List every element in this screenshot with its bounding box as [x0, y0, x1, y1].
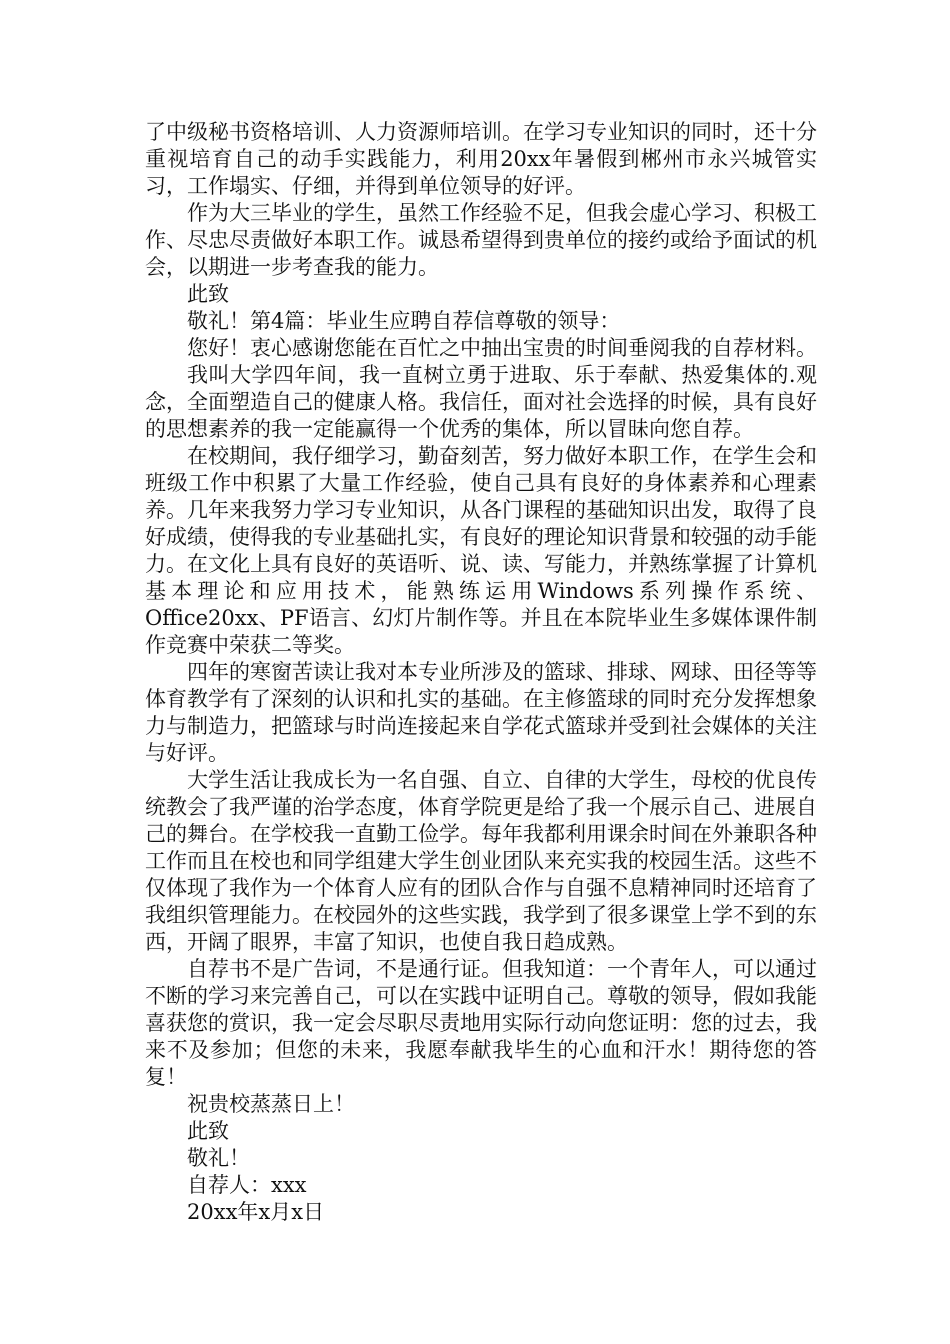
paragraph-1: 了中级秘书资格培训、人力资源师培训。在学习专业知识的同时，还十分重视培育自己的动手实践能力，利用20xx年暑假到郴州市永兴城管实习，工作塌实、仔细，并得到单位领导的好评。 [145, 120, 817, 198]
paragraph-2: 作为大三毕业的学生，虽然工作经验不足，但我会虚心学习、积极工作、尽忠尽责做好本职工作。诚恳希望得到贵单位的接约或给予面试的机会，以期进一步考查我的能力。 [145, 201, 817, 279]
paragraph-school-period: 在校期间，我仔细学习，勤奋刻苦，努力做好本职工作，在学生会和班级工作中积累了大量工作经验，使自己具有良好的身体素养和心理素养。几年来我努力学习专业知识，从各门课程的基础知识出发，取得了良好成绩，使得我的专业基础扎实，有良好的理论知识背景和较强的动手能力。在文化上具有良好的英语听、说、读、写能力，并熟练掌握了计算机基本理论和应用技术，能熟练运用Windows系列操作系统、Office20xx、PF语言、幻灯片制作等。并且在本院毕业生多媒体课件制作竞赛中荣获二等奖。 [145, 444, 817, 657]
paragraph-heading-4: 敬礼！第4篇：毕业生应聘自荐信尊敬的领导： [187, 309, 621, 333]
paragraph-self-recommend: 自荐书不是广告词，不是通行证。但我知道：一个青年人，可以通过不断的学习来完善自己，可以在实践中证明自己。尊敬的领导，假如我能喜获您的赏识，我一定会尽职尽责地用实际行动向您证明：您的过去，我来不及参加；但您的未来，我愿奉献我毕生的心血和汗水！期待您的答复！ [145, 957, 817, 1089]
greeting-paragraph: 您好！衷心感谢您能在百忙之中抽出宝贵的时间垂阅我的自荐材料。 [187, 336, 817, 360]
document-page [145, 119, 817, 1226]
paragraph-college-life: 大学生活让我成长为一名自强、自立、自律的大学生，母校的优良传统教会了我严谨的治学态度，体育学院更是给了我一个展示自己、进展自己的舞台。在学校我一直勤工俭学。每年我都利用课余时间在外兼职各种工作而且在校也和同学组建大学生创业团队来充实我的校园生活。这些不仅体现了我作为一个体育人应有的团队合作与自强不息精神同时还培育了我组织管理能力。在校园外的这些实践，我学到了很多课堂上学不到的东西，开阔了眼界，丰富了知识，也使自我日趋成熟。 [145, 768, 817, 954]
paragraph-intro: 我叫大学四年间，我一直树立勇于进取、乐于奉献、热爱集体的.观念，全面塑造自己的健康人格。我信任，面对社会选择的时候，具有良好的思想素养的我一定能赢得一个优秀的集体，所以冒昧向您自荐。 [145, 363, 817, 441]
paragraph-sports: 四年的寒窗苦读让我对本专业所涉及的篮球、排球、网球、田径等等体育教学有了深刻的认识和扎实的基础。在主修篮球的同时充分发挥想象力与制造力，把篮球与时尚连接起来自学花式篮球并受到社会媒体的关注与好评。 [145, 660, 817, 765]
closing-salutation-1: 此致 [187, 282, 229, 306]
date-line: 20xx年x月x日 [187, 1200, 325, 1224]
wish-line: 祝贵校蒸蒸日上！ [187, 1092, 355, 1116]
closing-salutation-2: 此致 [187, 1119, 229, 1143]
signature-line: 自荐人：xxx [187, 1173, 307, 1197]
regards-line: 敬礼！ [187, 1146, 250, 1170]
